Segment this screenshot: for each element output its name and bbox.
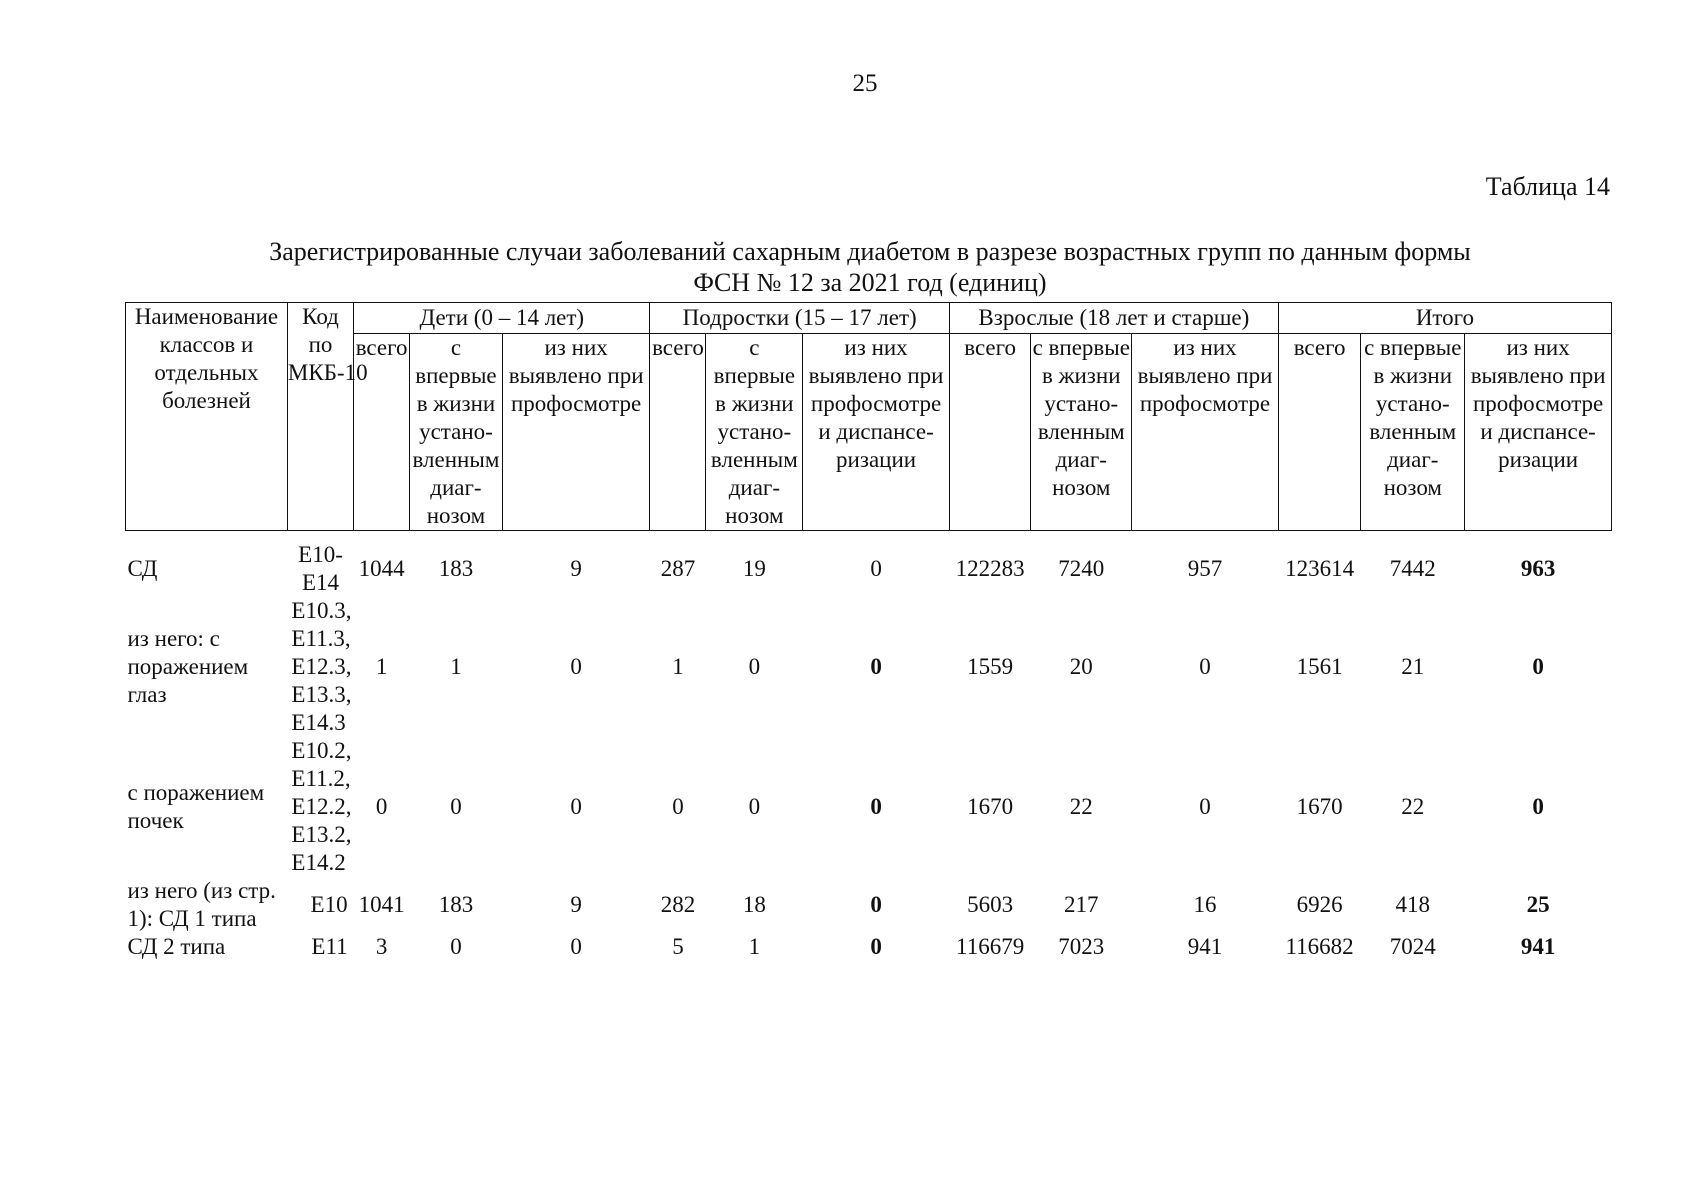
- cell: 0: [748, 654, 761, 679]
- cell: 287: [660, 556, 696, 581]
- cell: 1: [672, 654, 684, 679]
- row-code: E10.2, E11.2, E12.2, E13.2, E14.2: [291, 738, 352, 875]
- header-prof-disp: из них выявлено при профосмотре и диспансе-ризации: [1465, 334, 1612, 531]
- cell: 0: [1199, 794, 1211, 819]
- cell: 9: [570, 556, 582, 581]
- cell: 0: [450, 794, 462, 819]
- row-code: E10: [310, 892, 348, 917]
- cell: 941: [1187, 934, 1223, 959]
- cell: 7023: [1058, 934, 1105, 959]
- header-first-diagnosis: с впервые в жизни устано-вленным диаг-нозом: [706, 334, 803, 531]
- cell: 5603: [967, 892, 1014, 917]
- cell: 0: [1199, 654, 1211, 679]
- cell: 116682: [1285, 934, 1354, 959]
- header-total: всего: [650, 334, 706, 531]
- cell: 7024: [1389, 934, 1436, 959]
- row-code: E11: [311, 934, 348, 959]
- cell: 25: [1526, 892, 1550, 917]
- table-title: [200, 236, 1540, 298]
- cell: 7442: [1389, 556, 1436, 581]
- header-group-children: Дети (0 – 14 лет): [354, 303, 650, 334]
- cell: 1670: [967, 794, 1014, 819]
- header-group-total: Итого: [1278, 303, 1611, 334]
- header-total: всего: [949, 334, 1030, 531]
- cell: 418: [1395, 892, 1431, 917]
- cell: 20: [1069, 654, 1093, 679]
- table-row: [126, 737, 1612, 877]
- header-first-diagnosis: с впервые в жизни устано-вленным диаг-нозом: [1031, 334, 1132, 531]
- cell: 0: [1532, 794, 1544, 819]
- row-name: из него (из стр. 1): СД 1 типа: [127, 878, 276, 931]
- cell: 0: [570, 934, 582, 959]
- table-row: [126, 933, 1612, 961]
- header-first-diagnosis: с впервые в жизни устано-вленным диаг-нозом: [1361, 334, 1465, 531]
- page-number: 25: [852, 70, 878, 97]
- cell: 183: [438, 892, 474, 917]
- cell: 5: [672, 934, 684, 959]
- cell: 16: [1193, 892, 1217, 917]
- table-row: [126, 541, 1612, 597]
- cell: 1: [375, 654, 388, 679]
- cell: 22: [1069, 794, 1093, 819]
- cell: 3: [375, 934, 388, 959]
- cell: 217: [1064, 892, 1099, 917]
- table-row: [126, 597, 1612, 737]
- cell: 7240: [1058, 556, 1105, 581]
- title-line-1: Зарегистрированные случаи заболеваний сахарным диабетом в разрезе возрастных групп по данным формы: [269, 237, 1471, 266]
- cell: 0: [450, 934, 462, 959]
- cell: 19: [742, 556, 766, 581]
- cell: 21: [1401, 654, 1425, 679]
- cell: 0: [870, 794, 882, 819]
- cell: 1670: [1296, 794, 1343, 819]
- cell: 957: [1187, 556, 1223, 581]
- cell: 1: [748, 934, 761, 959]
- cell: 0: [870, 892, 882, 917]
- header-group-teens: Подростки (15 – 17 лет): [650, 303, 949, 334]
- row-name: СД: [127, 556, 158, 581]
- cell: 1: [450, 654, 462, 679]
- cell: 0: [375, 794, 388, 819]
- cell: 1041: [358, 892, 405, 917]
- header-total: всего: [354, 334, 410, 531]
- cell: 963: [1520, 556, 1556, 581]
- header-name: Наименование классов и отдельных болезней: [126, 303, 288, 531]
- row-code: E10-E14: [298, 542, 343, 595]
- header-first-diagnosis: с впервые в жизни устано-вленным диаг-нозом: [410, 334, 503, 531]
- title-line-2: ФСН № 12 за 2021 год (единиц): [693, 268, 1047, 297]
- row-name: из него: с поражением глаз: [127, 626, 249, 707]
- table-row: [126, 877, 1612, 933]
- table-label: Таблица 14: [1485, 172, 1610, 201]
- row-name: СД 2 типа: [127, 934, 226, 959]
- spacer: [126, 531, 1612, 542]
- header-group-adults: Взрослые (18 лет и старше): [949, 303, 1278, 334]
- cell: 0: [672, 794, 684, 819]
- cell: 0: [1532, 654, 1544, 679]
- cell: 1044: [358, 556, 405, 581]
- cell: 0: [570, 654, 582, 679]
- diabetes-table: [125, 302, 1612, 961]
- cell: 0: [870, 654, 882, 679]
- cell: 941: [1520, 934, 1556, 959]
- cell: 1561: [1296, 654, 1343, 679]
- header-prof: из них выявлено при профосмотре: [1132, 334, 1279, 531]
- cell: 0: [748, 794, 761, 819]
- row-name: с поражением почек: [127, 780, 265, 833]
- cell: 9: [570, 892, 582, 917]
- header-total: всего: [1278, 334, 1360, 531]
- cell: 122283: [955, 556, 1025, 581]
- cell: 123614: [1285, 556, 1355, 581]
- cell: 116679: [956, 934, 1025, 959]
- header-prof: из них выявлено при профосмотре: [502, 334, 650, 531]
- cell: 0: [870, 556, 882, 581]
- cell: 1559: [967, 654, 1014, 679]
- cell: 18: [742, 892, 766, 917]
- cell: 6926: [1296, 892, 1343, 917]
- cell: 282: [660, 892, 696, 917]
- row-code: E10.3, E11.3, E12.3, E13.3, E14.3: [291, 598, 352, 735]
- cell: 0: [570, 794, 582, 819]
- header-code: Код по МКБ-10: [287, 303, 353, 531]
- header-prof-disp: из них выявлено при профосмотре и диспансе-ризации: [803, 334, 950, 531]
- cell: 0: [870, 934, 882, 959]
- cell: 183: [438, 556, 474, 581]
- cell: 22: [1401, 794, 1425, 819]
